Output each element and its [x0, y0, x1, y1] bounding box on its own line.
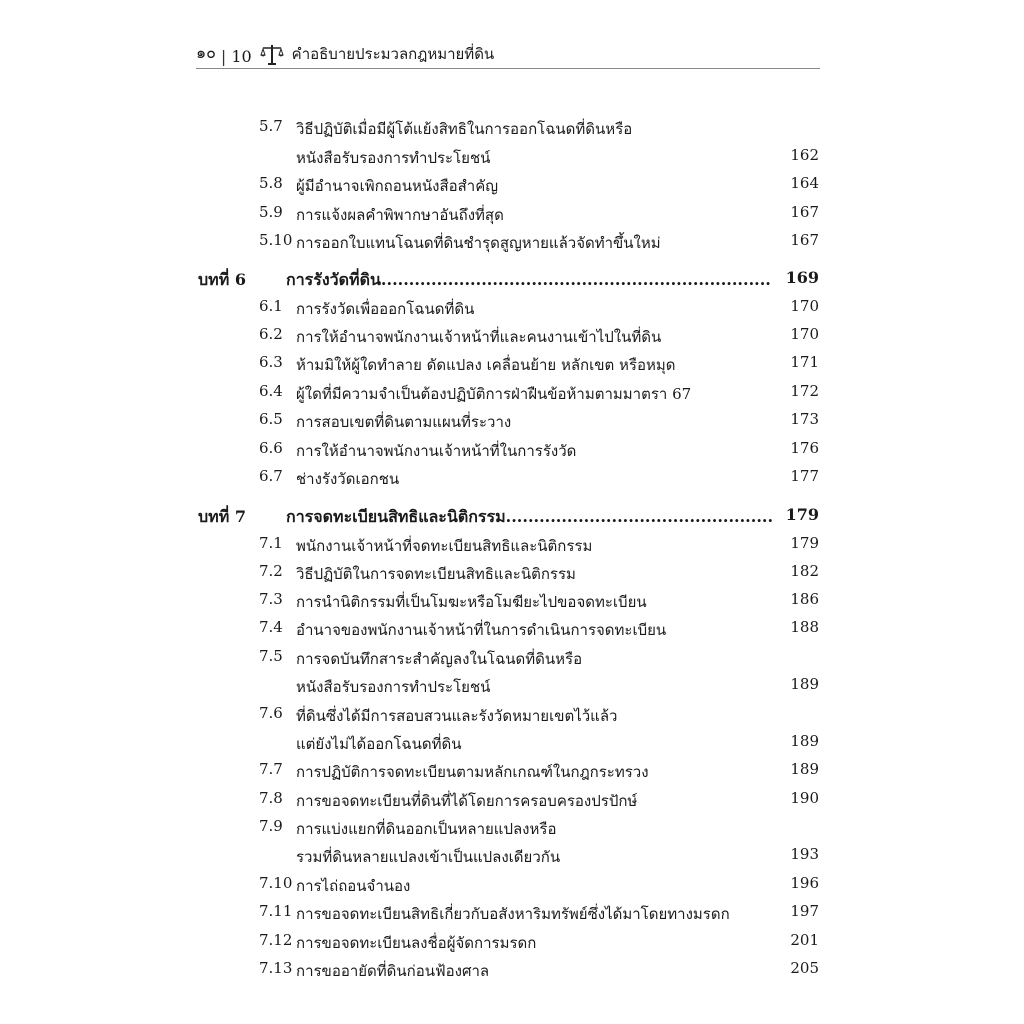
toc-entry-7-11[interactable]	[0, 902, 1024, 926]
entry-title: การรังวัดเพื่อออกโฉนดที่ดิน	[296, 300, 475, 318]
toc-entry-7-12[interactable]	[0, 931, 1024, 955]
toc-entry-7-1[interactable]	[0, 534, 1024, 558]
entry-number: 6.2	[259, 325, 283, 343]
toc-chapter-6[interactable]	[0, 268, 1024, 292]
entry-page: 189	[790, 675, 819, 693]
entry-title: การขออายัดที่ดินก่อนฟ้องศาล	[296, 962, 490, 980]
dot-leader: ......................................................................	[380, 270, 771, 289]
toc-entry-6-4[interactable]	[0, 382, 1024, 406]
toc-entry-6-2[interactable]	[0, 325, 1024, 349]
entry-title: ห้ามมิให้ผู้ใดทำลาย ดัดแปลง เคลื่อนย้าย หลักเขต หรือหมุด	[296, 356, 676, 374]
entry-title: ผู้มีอำนาจเพิกถอนหนังสือสำคัญ	[296, 177, 499, 195]
chapter-label: บทที่ 7	[198, 507, 246, 526]
entry-page: 162	[790, 146, 819, 164]
entry-title: การขอจดทะเบียนสิทธิเกี่ยวกับอสังหาริมทรัพย์ซึ่งได้มาโดยทางมรดก	[296, 905, 730, 923]
entry-title: อำนาจของพนักงานเจ้าหน้าที่ในการดำเนินการจดทะเบียน	[296, 621, 667, 639]
entry-page: 197	[790, 902, 819, 920]
entry-title-cont: แต่ยังไม่ได้ออกโฉนดที่ดิน	[296, 735, 462, 753]
entry-page: 188	[790, 618, 819, 636]
entry-page: 179	[790, 534, 819, 552]
entry-number: 6.7	[259, 467, 283, 485]
toc-entry-7-5-cont[interactable]	[0, 675, 1024, 699]
entry-page: 193	[790, 845, 819, 863]
entry-title: พนักงานเจ้าหน้าที่จดทะเบียนสิทธิและนิติกรรม	[296, 537, 593, 555]
header-separator: |	[220, 47, 227, 66]
entry-number: 7.8	[259, 789, 283, 807]
entry-title: การจดบันทึกสาระสำคัญลงในโฉนดที่ดินหรือ	[296, 650, 583, 668]
entry-title: การขอจดทะเบียนลงชื่อผู้จัดการมรดก	[296, 934, 537, 952]
toc-entry-6-3[interactable]	[0, 353, 1024, 377]
entry-number: 7.3	[259, 590, 283, 608]
book-title: คำอธิบายประมวลกฎหมายที่ดิน	[291, 45, 495, 63]
entry-title: การแจ้งผลคำพิพากษาอันถึงที่สุด	[296, 206, 504, 224]
entry-title-cont: รวมที่ดินหลายแปลงเข้าเป็นแปลงเดียวกัน	[296, 848, 561, 866]
entry-number: 7.12	[259, 931, 293, 949]
toc-entry-7-6[interactable]	[0, 704, 1024, 728]
toc-entry-7-4[interactable]	[0, 618, 1024, 642]
entry-title: การปฏิบัติการจดทะเบียนตามหลักเกณฑ์ในกฎกระทรวง	[296, 763, 649, 781]
toc-entry-7-10[interactable]	[0, 874, 1024, 898]
toc-entry-6-1[interactable]	[0, 297, 1024, 321]
entry-number: 7.10	[259, 874, 293, 892]
entry-page: 182	[790, 562, 819, 580]
entry-page: 164	[790, 174, 819, 192]
entry-page: 201	[790, 931, 819, 949]
dot-leader: ................................................	[505, 507, 774, 526]
entry-number: 6.4	[259, 382, 283, 400]
toc-entry-7-13[interactable]	[0, 959, 1024, 983]
entry-number: 7.11	[259, 902, 293, 920]
entry-number: 7.9	[259, 817, 283, 835]
entry-number: 7.6	[259, 704, 283, 722]
entry-title: การไถ่ถอนจำนอง	[296, 877, 411, 895]
toc-chapter-7[interactable]	[0, 505, 1024, 529]
entry-title: การสอบเขตที่ดินตามแผนที่ระวาง	[296, 413, 512, 431]
toc-entry-7-9[interactable]	[0, 817, 1024, 841]
entry-page: 186	[790, 590, 819, 608]
entry-page: 177	[790, 467, 819, 485]
toc-entry-6-5[interactable]	[0, 410, 1024, 434]
toc-entry-5-9[interactable]	[0, 203, 1024, 227]
toc-entry-7-7[interactable]	[0, 760, 1024, 784]
entry-page: 190	[790, 789, 819, 807]
entry-title: การนำนิติกรรมที่เป็นโมฆะหรือโมฆียะไปขอจดทะเบียน	[296, 593, 647, 611]
entry-page: 196	[790, 874, 819, 892]
toc-entry-5-10[interactable]	[0, 231, 1024, 255]
entry-number: 6.5	[259, 410, 283, 428]
entry-number: 5.8	[259, 174, 283, 192]
entry-title: วิธีปฏิบัติในการจดทะเบียนสิทธิและนิติกรรม	[296, 565, 576, 583]
toc-entry-7-3[interactable]	[0, 590, 1024, 614]
chapter-title: การจดทะเบียนสิทธิและนิติกรรม................................................	[286, 507, 774, 526]
entry-number: 7.4	[259, 618, 283, 636]
entry-number: 7.13	[259, 959, 293, 977]
toc-entry-7-2[interactable]	[0, 562, 1024, 586]
entry-number: 5.10	[259, 231, 293, 249]
entry-title: การให้อำนาจพนักงานเจ้าหน้าที่ในการรังวัด	[296, 442, 577, 460]
entry-number: 6.6	[259, 439, 283, 457]
entry-page: 170	[790, 325, 819, 343]
entry-number: 6.3	[259, 353, 283, 371]
toc-entry-7-5[interactable]	[0, 647, 1024, 671]
entry-number: 7.2	[259, 562, 283, 580]
entry-page: 189	[790, 760, 819, 778]
entry-page: 205	[790, 959, 819, 977]
entry-title-cont: หนังสือรับรองการทำประโยชน์	[296, 678, 491, 696]
scales-of-justice-icon	[260, 44, 284, 66]
entry-number: 7.5	[259, 647, 283, 665]
entry-page: 167	[790, 203, 819, 221]
chapter-page: 179	[785, 505, 819, 524]
entry-page: 167	[790, 231, 819, 249]
toc-entry-5-7-cont[interactable]	[0, 146, 1024, 170]
entry-title: ช่างรังวัดเอกชน	[296, 470, 400, 488]
entry-title: การแบ่งแยกที่ดินออกเป็นหลายแปลงหรือ	[296, 820, 557, 838]
chapter-title: การรังวัดที่ดิน......................................................................	[286, 270, 771, 289]
entry-number: 5.7	[259, 117, 283, 135]
chapter-label: บทที่ 6	[198, 270, 246, 289]
entry-page: 176	[790, 439, 819, 457]
toc-entry-6-6[interactable]	[0, 439, 1024, 463]
entry-title: ที่ดินซึ่งได้มีการสอบสวนและรังวัดหมายเขตไว้แล้ว	[296, 707, 618, 725]
entry-page: 171	[790, 353, 819, 371]
entry-page: 170	[790, 297, 819, 315]
entry-number: 7.7	[259, 760, 283, 778]
running-header	[196, 40, 820, 69]
entry-title: การให้อำนาจพนักงานเจ้าหน้าที่และคนงานเข้าไปในที่ดิน	[296, 328, 662, 346]
toc-entry-7-9-cont[interactable]	[0, 845, 1024, 869]
entry-title: การขอจดทะเบียนที่ดินที่ได้โดยการครอบครองปรปักษ์	[296, 792, 638, 810]
entry-title: การออกใบแทนโฉนดที่ดินชำรุดสูญหายแล้วจัดทำขึ้นใหม่	[296, 234, 661, 252]
toc-entry-6-7[interactable]	[0, 467, 1024, 491]
entry-number: 5.9	[259, 203, 283, 221]
thai-page-number: ๑๐	[196, 43, 216, 62]
toc-entry-5-8[interactable]	[0, 174, 1024, 198]
entry-title-cont: หนังสือรับรองการทำประโยชน์	[296, 149, 491, 167]
toc-entry-5-7[interactable]	[0, 117, 1024, 141]
entry-page: 189	[790, 732, 819, 750]
entry-page: 172	[790, 382, 819, 400]
entry-page: 173	[790, 410, 819, 428]
toc-entry-7-8[interactable]	[0, 789, 1024, 813]
toc-entry-7-6-cont[interactable]	[0, 732, 1024, 756]
entry-number: 7.1	[259, 534, 283, 552]
chapter-page: 169	[785, 268, 819, 287]
entry-number: 6.1	[259, 297, 283, 315]
entry-title: ผู้ใดที่มีความจำเป็นต้องปฏิบัติการฝ่าฝืนข้อห้ามตามมาตรา 67	[296, 385, 692, 403]
entry-title: วิธีปฏิบัติเมื่อมีผู้โต้แย้งสิทธิในการออกโฉนดที่ดินหรือ	[296, 120, 633, 138]
page-number: 10	[231, 47, 252, 66]
